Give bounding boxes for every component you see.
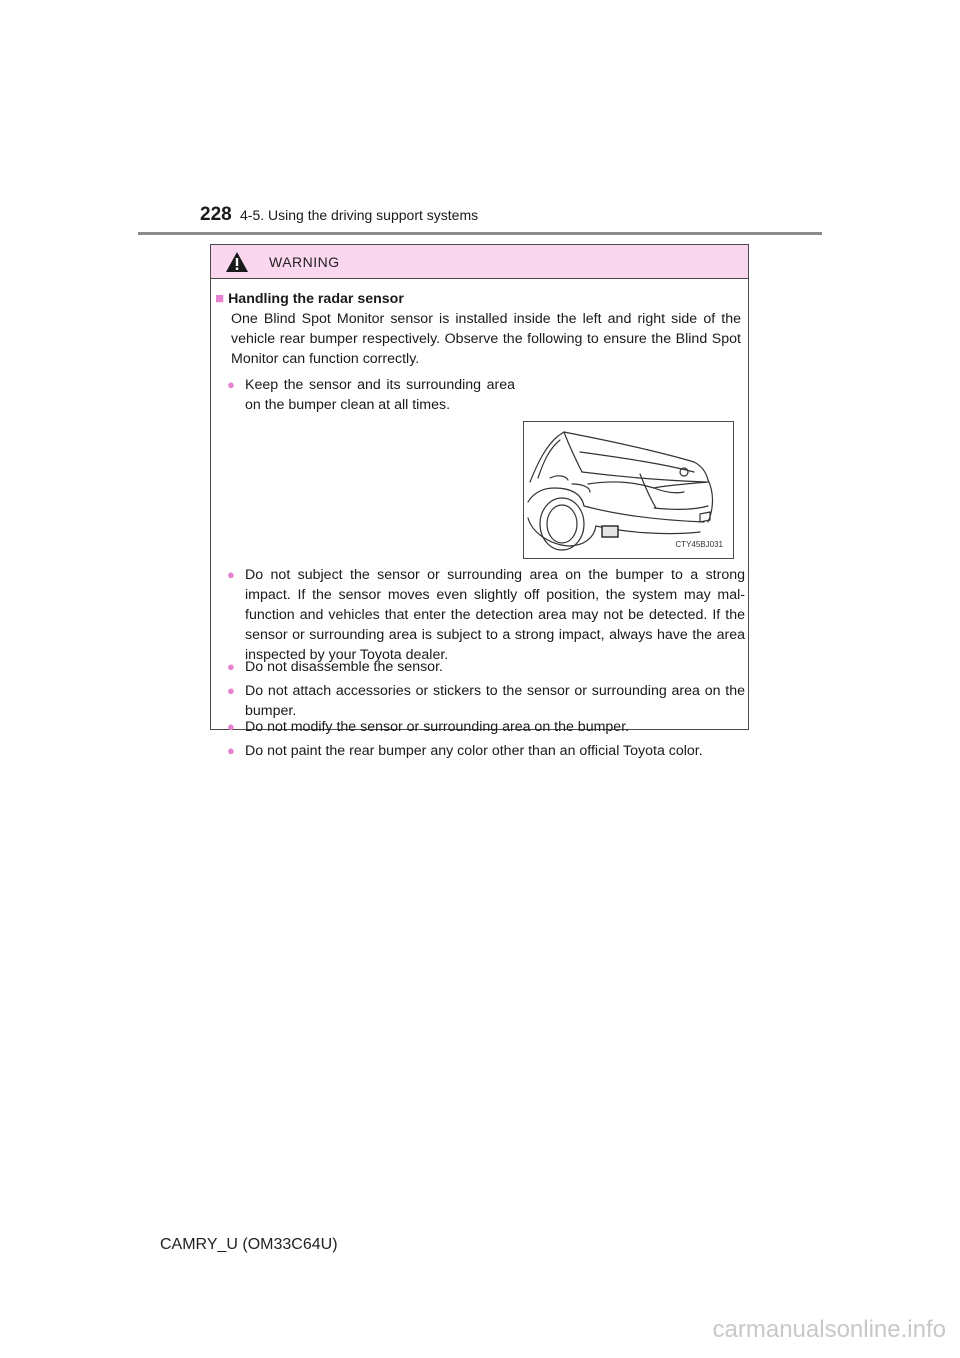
list-item-text: Do not attach accessories or stickers to the sensor or surrounding area on the bumper.	[245, 683, 745, 719]
figure-code: CTY45BJ031	[675, 540, 723, 549]
list-item-text: Do not modify the sensor or surrounding area on the bumper.	[245, 719, 630, 735]
watermark: carmanualsonline.info	[712, 1316, 946, 1343]
list-item	[225, 375, 515, 415]
bullet-dot-icon: ●	[227, 567, 235, 582]
header-rule	[138, 232, 822, 235]
list-item	[225, 717, 745, 737]
list-item	[225, 681, 745, 721]
warning-box	[210, 244, 749, 759]
warning-heading-text: Handling the radar sensor	[228, 291, 404, 307]
page-header	[200, 204, 478, 226]
list-item	[225, 657, 745, 677]
warning-label: WARNING	[269, 253, 340, 270]
warning-triangle-icon	[225, 251, 249, 273]
list-item-text: Do not subject the sensor or surrounding area on the bumper to a strong impact. If the sensor moves even slightly off position, the system may mal-function and vehicles that enter the detection area may not be detected. If the sensor or surrounding area is subject to a strong impact, always have the area inspected by your Toyota dealer.	[245, 567, 745, 663]
square-bullet-icon: ■	[215, 290, 225, 307]
bullet-dot-icon: ●	[227, 659, 235, 674]
footer-model: CAMRY_U (OM33C64U)	[160, 1236, 338, 1253]
warning-heading	[215, 289, 404, 309]
list-item-text: Do not paint the rear bumper any color other than an official Toyota color.	[245, 743, 703, 759]
bullet-dot-icon: ●	[227, 743, 235, 758]
list-item-text: Do not disassemble the sensor.	[245, 659, 443, 675]
list-item	[225, 741, 745, 761]
warning-header	[211, 245, 748, 279]
list-item	[225, 565, 745, 665]
warning-intro: One Blind Spot Monitor sensor is installed inside the left and right side of the vehicle rear bumper respectively. Observe the following to ensure the Blind Spot Monitor can function correctly.	[231, 311, 741, 367]
bullet-dot-icon: ●	[227, 377, 235, 392]
bullet-dot-icon: ●	[227, 719, 235, 734]
car-rear-illustration	[523, 421, 734, 559]
page-number: 228	[200, 204, 232, 225]
bullet-dot-icon: ●	[227, 683, 235, 698]
list-item-text: Keep the sensor and its surrounding area on the bumper clean at all times.	[245, 377, 515, 413]
sensor-area-marker	[602, 526, 618, 537]
section-title: 4-5. Using the driving support systems	[240, 207, 479, 223]
